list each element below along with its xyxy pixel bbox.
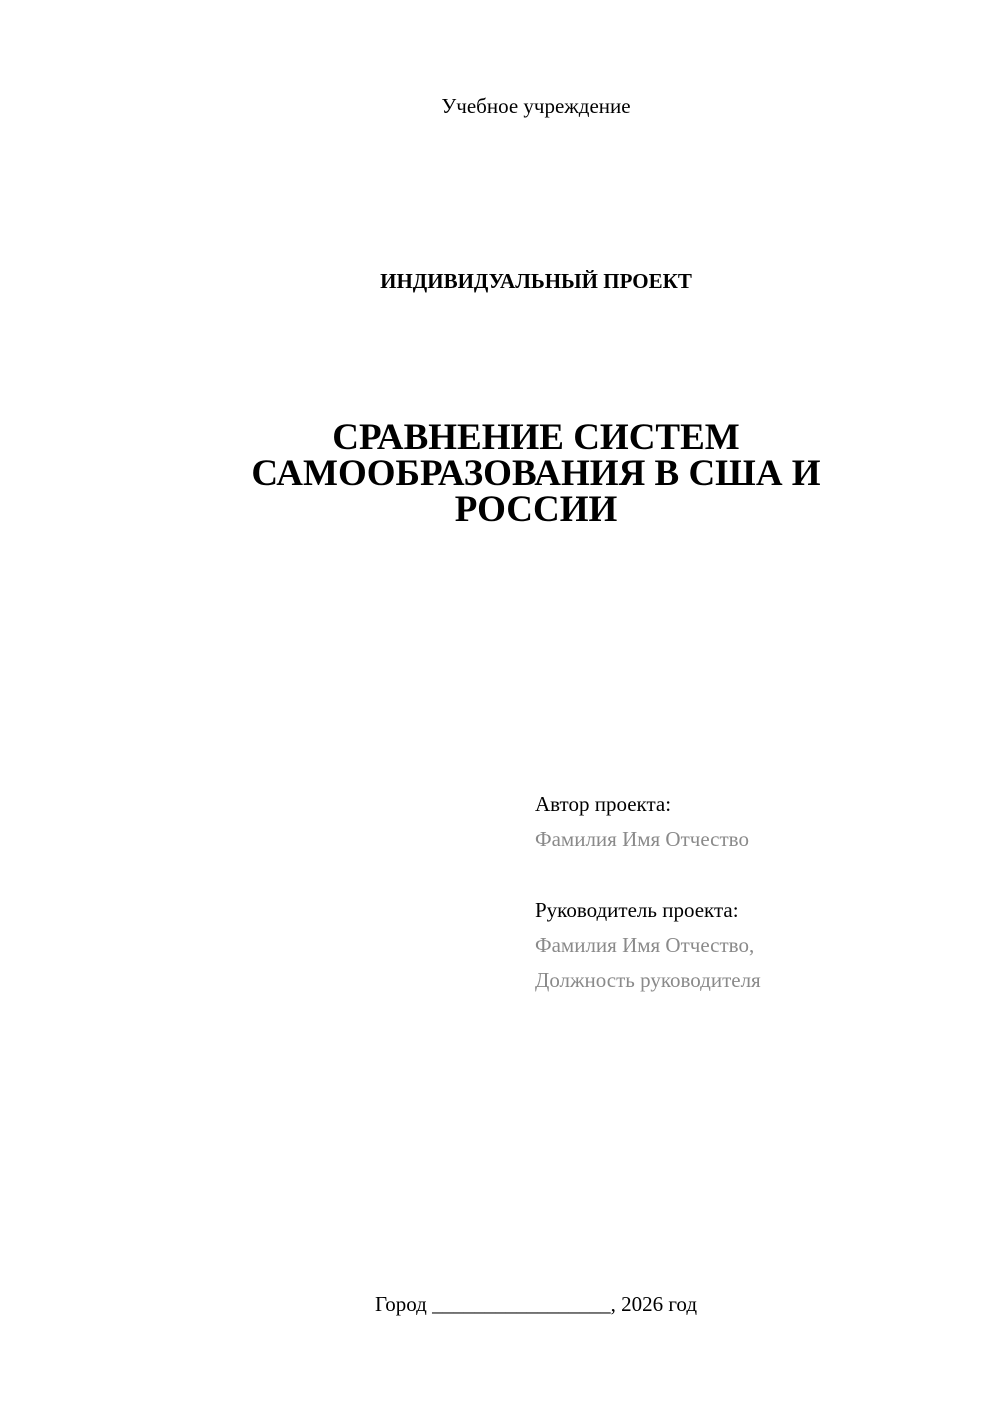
project-title-line-3: РОССИИ bbox=[454, 489, 618, 530]
city-blank: _________________ bbox=[432, 1292, 611, 1316]
supervisor-name: Фамилия Имя Отчество, bbox=[535, 933, 755, 957]
year-text: , 2026 год bbox=[610, 1292, 698, 1316]
supervisor-position: Должность руководителя bbox=[535, 968, 761, 992]
supervisor-block bbox=[535, 893, 761, 998]
author-label: Автор проекта: bbox=[535, 792, 672, 816]
city-label: Город bbox=[374, 1292, 427, 1316]
project-title bbox=[0, 417, 1000, 530]
project-title-line-1: СРАВНЕНИЕ СИСТЕМ bbox=[332, 417, 740, 458]
city-year-line bbox=[0, 1290, 1000, 1318]
project-title-line-2: САМООБРАЗОВАНИЯ В США И bbox=[251, 453, 821, 494]
author-block bbox=[535, 787, 749, 857]
supervisor-label: Руководитель проекта: bbox=[535, 898, 739, 922]
document-type: ИНДИВИДУАЛЬНЫЙ ПРОЕКТ bbox=[380, 269, 692, 293]
institution-name: Учебное учреждение bbox=[441, 94, 631, 118]
author-name: Фамилия Имя Отчество bbox=[535, 827, 749, 851]
